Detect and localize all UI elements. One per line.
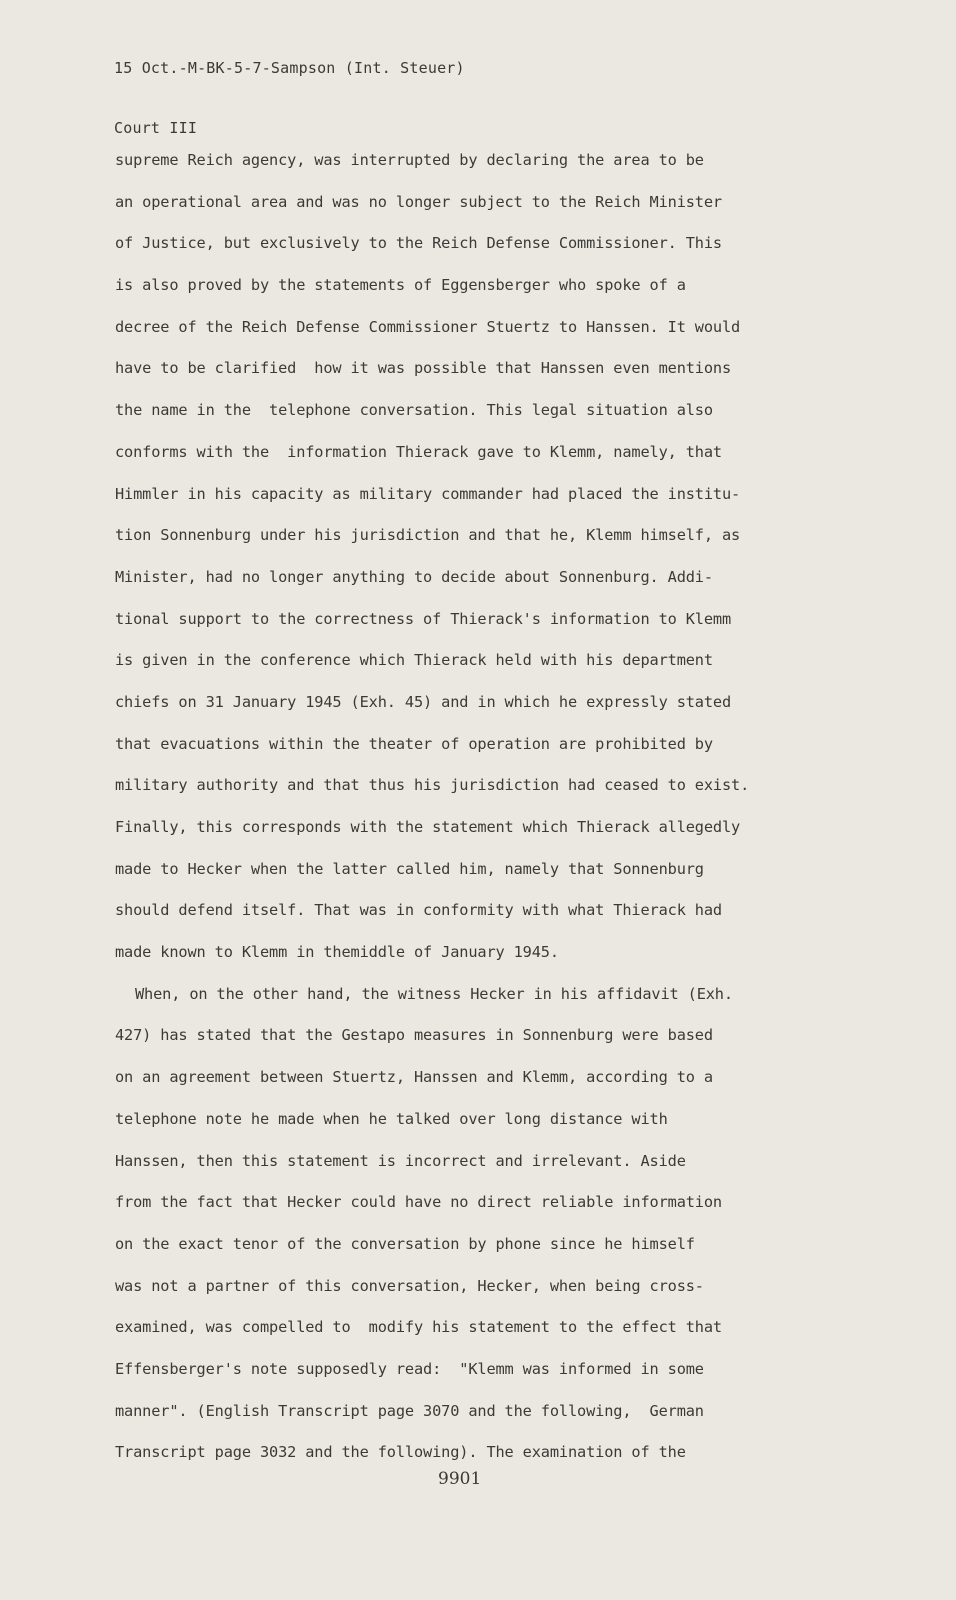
text-line: should defend itself. That was in conformity with what Thierack had [115,901,722,920]
text-line: manner". (English Transcript page 3070 and the following, German [115,1401,704,1420]
text-line: tion Sonnenburg under his jurisdiction and that he, Klemm himself, as [115,526,741,545]
text-line: is also proved by the statements of Eggensberger who spoke of a [115,276,686,295]
text-line: on the exact tenor of the conversation by phone since he himself [115,1234,695,1253]
text-line: Hanssen, then this statement is incorrect and irrelevant. Aside [115,1151,686,1170]
text-line: examined, was compelled to modify his statement to the effect that [115,1318,722,1337]
text-line: Minister, had no longer anything to decide about Sonnenburg. Addi- [115,567,713,586]
text-line: telephone note he made when he talked over long distance with [115,1109,668,1128]
text-line: military authority and that thus his jurisdiction had ceased to exist. [115,776,750,795]
paragraph-start-line: When, on the other hand, the witness Hecker in his affidavit (Exh. [135,984,733,1003]
text-line: Finally, this corresponds with the statement which Thierack allegedly [115,818,741,836]
text-line: an operational area and was no longer subject to the Reich Minister [115,192,722,211]
text-line: the name in the telephone conversation. This legal situation also [115,401,713,420]
text-line: on an agreement between Stuertz, Hanssen and Klemm, according to a [115,1068,713,1087]
text-line: made to Hecker when the latter called him, namely that Sonnenburg [115,859,704,878]
text-line: of Justice, but exclusively to the Reich Defense Commissioner. This [115,234,722,253]
text-line: conforms with the information Thierack gave to Klemm, namely, that [115,442,722,461]
text-line: was not a partner of this conversation, Hecker, when being cross- [115,1276,704,1295]
text-line: chiefs on 31 January 1945 (Exh. 45) and in which he expressly stated [115,692,732,711]
page-number: 9901 [438,1469,482,1489]
text-line: tional support to the correctness of Thierack's information to Klemm [115,609,732,628]
text-line: supreme Reich agency, was interrupted by declaring the area to be [115,151,704,169]
text-line: decree of the Reich Defense Commissioner Stuertz to Hanssen. It would [115,317,741,336]
header-court: Court III [114,119,198,137]
text-line: is given in the conference which Thierack held with his department [115,651,713,670]
text-line: that evacuations within the theater of operation are prohibited by [115,734,713,753]
text-line: have to be clarified how it was possible that Hanssen even mentions [115,359,732,378]
text-line: Transcript page 3032 and the following). The examination of the [115,1443,686,1462]
text-line: 427) has stated that the Gestapo measures in Sonnenburg were based [115,1026,713,1045]
header-case-reference: 15 Oct.-M-BK-5-7-Sampson (Int. Steuer) [114,59,465,77]
text-line: from the fact that Hecker could have no direct reliable information [115,1193,722,1212]
text-line: Effensberger's note supposedly read: "Klemm was informed in some [115,1359,704,1378]
text-line: made known to Klemm in themiddle of January 1945. [115,943,559,962]
body-text [115,140,845,1474]
text-line: Himmler in his capacity as military commander had placed the institu- [115,484,741,503]
